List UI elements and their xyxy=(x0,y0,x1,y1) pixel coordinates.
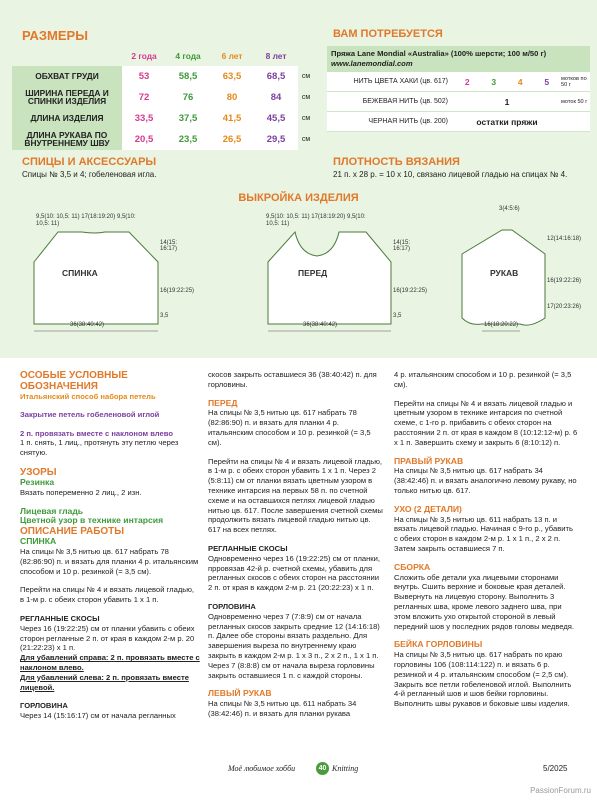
back-mid-dim: 16(19:22:25) xyxy=(160,288,195,294)
size-value: 72 xyxy=(122,86,166,108)
size-value: 63,5 xyxy=(210,66,254,86)
stockinette-title: Лицевая гладь xyxy=(20,505,84,516)
size-header: 2 года xyxy=(131,51,157,61)
need-unit xyxy=(560,112,590,132)
front-neck-title: ГОРЛОВИНА xyxy=(208,601,256,611)
size-value: 45,5 xyxy=(254,108,298,128)
front-label: ПЕРЕД xyxy=(298,268,328,278)
collar-title: БЕЙКА ГОРЛОВИНЫ xyxy=(394,639,483,650)
need-box xyxy=(327,46,590,132)
front-top-dims: 9,5(10: 10,5: 11) 17(18:19:20) 9,5(10: 10,5: 11) xyxy=(266,214,366,227)
back-raglan-text: Через 16 (19:22:25) см от планки убавить с обеих сторон регланные 2 п. от края в каждом 2-м р. 20 (21:22:23) х 1 п. xyxy=(20,623,195,653)
gauge-title: ПЛОТНОСТЬ ВЯЗАНИЯ xyxy=(333,156,460,168)
need-label: ЧЕРНАЯ НИТЬ (цв. 200) xyxy=(327,112,454,132)
col3-text: Перейти на спицы № 4 и вязать лицевой гладью и цветным узором в технике интарсия по счетной схеме, с 1-го р. прибавить с обеих сторон на расстоянии 2 п. от края в каждом 8 (10:12:12-м) р. 6 х 1 п. Завершить схему и закрыть 6 (8:10:12) п. xyxy=(394,398,578,447)
watermark: PassionForum.ru xyxy=(530,786,591,795)
need-value: 5 xyxy=(533,72,560,92)
need-value: 2 xyxy=(454,72,480,92)
size-value: 41,5 xyxy=(210,108,254,128)
pattern-diagrams xyxy=(0,206,597,356)
front-mid-dim: 16(19:22:25) xyxy=(393,288,428,294)
front-low-dim: 3,5 xyxy=(393,313,402,319)
work-title: ОПИСАНИЕ РАБОТЫ xyxy=(20,526,125,538)
left-sleeve-text: На спицы № 3,5 нитью цв. 611 набрать 34 (38:42:46) п. и вязать для планки рукава xyxy=(208,699,357,718)
size-row-label: ОБХВАТ ГРУДИ xyxy=(12,66,122,86)
yarn-name: Пряжа Lane Mondial «Australia» (100% шерсти; 100 м/50 г) xyxy=(331,49,547,58)
left-dec-text: Для убавлений слева: 2 п. провязать вместе лицевой. xyxy=(20,672,189,692)
italian-cast-on: Итальянский способ набора петель xyxy=(20,392,156,401)
size-value: 20,5 xyxy=(122,128,166,150)
need-unit: моток 50 г xyxy=(560,92,590,112)
back-side-dim: 14(15: 16:17) xyxy=(160,240,178,252)
back-label: СПИНКА xyxy=(62,268,98,278)
column-3 xyxy=(394,370,578,718)
front-title: ПЕРЕД xyxy=(208,397,238,408)
size-unit: см xyxy=(301,93,311,101)
back-text-2: Перейти на спицы № 4 и вязать лицевой гладью, в 1-м р. с обеих сторон убавить 1 х 1 п. xyxy=(20,585,195,605)
sleeve-low-dim: 17(20:23:26) xyxy=(547,304,582,310)
special-title: ОСОБЫЕ УСЛОВНЫЕ ОБОЗНАЧЕНИЯ xyxy=(20,370,128,392)
yarn-header xyxy=(327,46,590,72)
size-row-label: ДЛИНА ИЗДЕЛИЯ xyxy=(12,108,122,128)
size-header: 4 года xyxy=(175,51,201,61)
sleeve-side-dim: 12(14:16:18) xyxy=(547,236,582,242)
col3-continued: 4 р. итальянским способом и 10 р. резинкой (= 3,5 см). xyxy=(394,370,572,389)
col2-continued: скосов закрыть оставшиеся 36 (38:40:42) п. для горловины. xyxy=(208,370,377,389)
need-table xyxy=(327,72,590,132)
size-row-label: ДЛИНА РУКАВА ПО ВНУТРЕННЕМУ ШВУ xyxy=(12,128,122,150)
size-value: 76 xyxy=(166,86,210,108)
size-header: 8 лет xyxy=(265,51,287,61)
need-label: БЕЖЕВАЯ НИТЬ (цв. 502) xyxy=(327,92,454,112)
need-unit: мотков по 50 г xyxy=(560,72,590,92)
size-header: 6 лет xyxy=(221,51,243,61)
column-1 xyxy=(20,370,200,730)
need-label: НИТЬ ЦВЕТА ХАКИ (цв. 617) xyxy=(327,72,454,92)
need-value: 4 xyxy=(507,72,533,92)
right-sleeve-title: ПРАВЫЙ РУКАВ xyxy=(394,455,464,466)
back-text: На спицы № 3,5 нитью цв. 617 набрать 78 (82:86:90) п. и вязать для планки 4 р. итальянским способом и 10 р. резинкой (= 3,5 см). xyxy=(20,546,199,576)
k2tog-text: 1 п. снять, 1 лиц., протянуть эту петлю через снятую. xyxy=(20,438,179,458)
rib-title: Резинка xyxy=(20,476,55,487)
back-bottom-dim: 36(38:40:42) xyxy=(70,322,105,328)
size-row-label: ШИРИНА ПЕРЕДА И СПИНКИ ИЗДЕЛИЯ xyxy=(12,86,122,108)
needles-title: СПИЦЫ И АКСЕССУАРЫ xyxy=(22,156,157,168)
front-bottom-dim: 36(38:40:42) xyxy=(303,322,338,328)
footer-knitting: Knitting xyxy=(332,764,359,773)
needles-text: Спицы № 3,5 и 4; гобеленовая игла. xyxy=(22,170,157,179)
footer-page-number: 40 xyxy=(316,762,329,775)
back-neck-title: ГОРЛОВИНА xyxy=(20,701,68,711)
need-value: 1 xyxy=(454,92,560,112)
back-neck-text: Через 14 (15:16:17) см от начала регланных xyxy=(20,711,176,721)
size-unit: см xyxy=(301,135,311,143)
size-value: 68,5 xyxy=(254,66,298,86)
assembly-text: Сложить обе детали уха лицевыми сторонами внутрь. Сшить верхние и боковые края деталей. Вывернуть на лицевую сторону. Выполнить 3 регланных шва, кроме левого заднего шва, при этом вложить ухо открытой стороной в левый передний шов у последних рядов головы медведя. xyxy=(394,572,575,631)
intarsia-title: Цветной узор в технике интарсия xyxy=(20,515,164,526)
need-value: 3 xyxy=(480,72,506,92)
front-text: На спицы № 3,5 нитью цв. 617 набрать 78 (82:86:90) п. и вязать для планки 4 р. итальянским способом и 10 р. резинкой (= 3,5 см). xyxy=(208,408,371,447)
sleeve-top-dim: 3(4:5:6) xyxy=(499,206,520,212)
size-value: 26,5 xyxy=(210,128,254,150)
left-sleeve-title: ЛЕВЫЙ РУКАВ xyxy=(208,688,272,699)
size-value: 37,5 xyxy=(166,108,210,128)
back-title: СПИНКА xyxy=(20,536,57,547)
back-top-dims: 9,5(10: 10,5: 11) 17(18:19:20) 9,5(10: 10,5: 11) xyxy=(36,214,136,227)
front-neck-text: Одновременно через 7 (7:8:9) см от начала регланных скосов закрыть средние 12 (14:16:18) п. Далее обе стороны вязать раздельно. Для завершения выреза по внутреннему краю закрыть в каждом 2-м р. 1 х 3 п., 2 х 2 п., 1 х 1 п. Через 7 (8:8:8) см от начала выреза горловины закрыть оставшиеся 1 п. с каждой стороны. xyxy=(208,611,380,680)
size-value: 58,5 xyxy=(166,66,210,86)
right-sleeve-text: На спицы № 3,5 нитью цв. 617 набрать 34 (38:42:46) п. и вязать аналогично левому рукаву, но только нитью цв. 617. xyxy=(394,466,577,495)
footer-magazine: Моё любимое хобби xyxy=(228,764,296,773)
pattern-title: ВЫКРОЙКА ИЗДЕЛИЯ xyxy=(238,192,359,204)
need-title: ВАМ ПОТРЕБУЕТСЯ xyxy=(333,28,443,40)
yarn-site: www.lanemondial.com xyxy=(331,59,413,68)
sleeve-bottom-dim: 16(18:20:22) xyxy=(484,322,519,328)
sleeve-mid-dim: 16(19:22:26) xyxy=(547,278,582,284)
size-unit: см xyxy=(301,114,311,122)
patterns-title: УЗОРЫ xyxy=(20,466,57,478)
rib-text: Вязать попеременно 2 лиц., 2 изн. xyxy=(20,487,142,497)
right-dec-text: Для убавлений справа: 2 п. провязать вместе с наклоном влево. xyxy=(20,653,200,672)
column-2 xyxy=(208,370,384,728)
back-low-dim: 3,5 xyxy=(160,313,169,319)
k2tog-title: 2 п. провязать вместе с наклоном влево xyxy=(20,428,173,438)
footer-issue: 5/2025 xyxy=(543,764,568,773)
gauge-text: 21 п. х 28 р. = 10 х 10, связано лицевой гладью на спицах № 4. xyxy=(333,170,568,179)
size-value: 33,5 xyxy=(122,108,166,128)
need-value: остатки пряжи xyxy=(454,112,560,132)
assembly-title: СБОРКА xyxy=(394,561,431,572)
front-text-2: Перейти на спицы № 4 и вязать лицевой гладью, в 1-м р. с обеих сторон убавить 1 х 1 п. Через 2 (5:8:11) см от планки вязать цветным узором в технике интарсия на первых 58 п. по счетной схеме и на оставшихся петлях лицевой гладью нитью цв. 617. После завершения счетной схемы продолжить вязать лицевой гладью нитью цв. 617 на всех петлях. xyxy=(208,456,383,535)
front-raglan-text: Одновременно через 16 (19:22:25) см от планки, прровязав 42-й р. счетной схемы, убавить для регланных скосов с обеих сторон на расстоянии 2 п. от края в каждом 2-м р. 21 (20:22:23) х 1 п. xyxy=(208,553,380,593)
footer xyxy=(0,758,597,782)
closing-label: Закрытие петель гобеленовой иглой xyxy=(20,409,160,419)
size-value: 84 xyxy=(254,86,298,108)
front-raglan-title: РЕГЛАННЫЕ СКОСЫ xyxy=(208,543,288,553)
sleeve-label: РУКАВ xyxy=(490,268,519,278)
size-value: 23,5 xyxy=(166,128,210,150)
size-value: 29,5 xyxy=(254,128,298,150)
size-value: 53 xyxy=(122,66,166,86)
ear-text: На спицы № 3,5 нитью цв. 611 набрать 13 п. и вязать лицевой гладью. Начиная с 9-го р., убавить с обеих сторон в каждом 2-м р. 1 х 1 п., 2 х 2 п. Затем закрыть оставшиеся 7 п. xyxy=(394,514,573,553)
size-unit: см xyxy=(301,72,311,80)
back-raglan-title: РЕГЛАННЫЕ СКОСЫ xyxy=(20,613,100,623)
front-side-dim: 14(15: 16:17) xyxy=(393,240,411,252)
sizes-table xyxy=(12,46,314,150)
collar-text: На спицы № 3,5 нитью цв. 617 набрать по краю горловины 106 (108:114:122) п. и вязать 6 р. резинкой и 4 р. итальянским способом (= 2,5 см). Закрыть все петли гобеленовой иглой. Выполнить 4-й регланный шов и шов бейки горловины. Выполнить швы рукавов и боковые швы изделия. xyxy=(394,650,572,709)
sizes-title: РАЗМЕРЫ xyxy=(22,28,88,43)
ear-title: УХО (2 ДЕТАЛИ) xyxy=(394,503,462,514)
size-value: 80 xyxy=(210,86,254,108)
